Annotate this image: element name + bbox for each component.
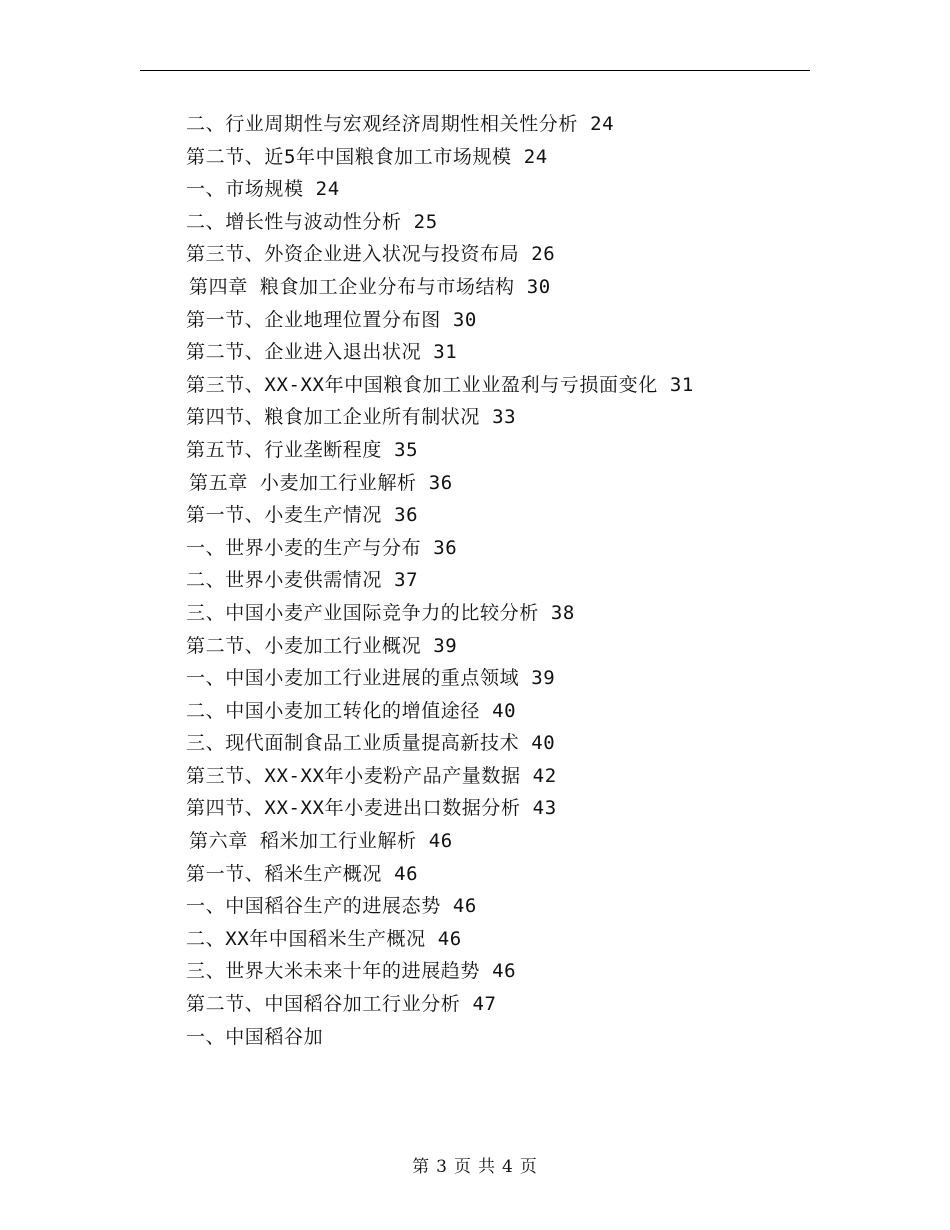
toc-entry-page: 40 [492, 699, 517, 722]
toc-entry [186, 271, 826, 304]
toc-entry-title: 二、世界小麦供需情况 [186, 569, 383, 592]
toc-entry-title: 三、现代面制食品工业质量提高新技术 [186, 732, 520, 755]
toc-entry-page: 40 [531, 732, 556, 755]
toc-entry-page: 24 [523, 145, 548, 168]
toc-entry [186, 238, 826, 271]
toc-entry-page: 24 [315, 178, 340, 201]
toc-entry-page: 31 [669, 373, 694, 396]
header-rule [140, 70, 810, 71]
toc-entry-title: 二、行业周期性与宏观经济周期性相关性分析 [186, 113, 579, 135]
toc-entry-page: 24 [590, 113, 615, 135]
toc-entry [186, 336, 826, 369]
toc-entry-title: 第一节、小麦生产情况 [186, 504, 383, 527]
toc-entry-page: 33 [492, 406, 517, 429]
table-of-contents [186, 108, 826, 1053]
toc-entry-page: 47 [472, 993, 497, 1016]
toc-entry-title: 一、市场规模 [186, 178, 304, 201]
footer-suffix: 页 [519, 1157, 538, 1177]
toc-entry-title: 第一节、企业地理位置分布图 [186, 308, 441, 331]
page-footer [0, 1152, 950, 1177]
toc-entry [186, 630, 826, 663]
footer-prefix: 第 [412, 1157, 431, 1177]
toc-entry-title: 第二节、中国稻谷加工行业分析 [186, 993, 461, 1016]
toc-entry-title: 第六章 稻米加工行业解析 [189, 830, 417, 853]
toc-entry-page: 26 [531, 243, 556, 266]
toc-entry-title: 二、XX年中国稻米生产概况 [186, 927, 426, 950]
toc-entry-title: 第四节、粮食加工企业所有制状况 [186, 406, 481, 429]
toc-entry-page: 25 [413, 210, 438, 233]
toc-entry-page: 36 [394, 504, 419, 527]
toc-entry [186, 564, 826, 597]
toc-entry [186, 532, 826, 565]
toc-entry-page: 42 [532, 764, 557, 787]
toc-entry-title: 一、世界小麦的生产与分布 [186, 536, 422, 559]
toc-entry [186, 662, 826, 695]
toc-entry-page: 38 [550, 601, 575, 624]
toc-entry-page: 30 [526, 275, 551, 298]
toc-entry-page: 37 [394, 569, 419, 592]
toc-entry-page: 46 [492, 960, 517, 983]
toc-entry-title: 第三节、XX-XX年中国粮食加工业业盈利与亏损面变化 [186, 373, 658, 396]
toc-entry-title: 二、增长性与波动性分析 [186, 210, 402, 233]
toc-entry-page: 30 [452, 308, 477, 331]
toc-entry [186, 597, 826, 630]
toc-entry-page: 46 [452, 895, 477, 918]
toc-entry-title: 第五节、行业垄断程度 [186, 438, 383, 461]
toc-entry-title: 第二节、企业进入退出状况 [186, 341, 422, 364]
toc-entry-title: 一、中国小麦加工行业进展的重点领域 [186, 667, 520, 690]
toc-entry-title: 第三节、外资企业进入状况与投资布局 [186, 243, 520, 266]
toc-entry [186, 108, 826, 141]
toc-entry [186, 727, 826, 760]
toc-entry [186, 206, 826, 239]
toc-entry [186, 434, 826, 467]
footer-page-word: 页 [454, 1157, 472, 1177]
toc-entry [186, 1021, 826, 1054]
toc-entry [186, 760, 826, 793]
toc-entry-title: 第五章 小麦加工行业解析 [189, 471, 417, 494]
toc-entry-title: 一、中国稻谷生产的进展态势 [186, 895, 441, 918]
toc-entry [186, 955, 826, 988]
toc-entry [186, 890, 826, 923]
toc-entry [186, 304, 826, 337]
toc-entry-page: 35 [394, 438, 419, 461]
toc-entry-page: 39 [531, 667, 556, 690]
toc-entry [186, 173, 826, 206]
toc-entry [186, 858, 826, 891]
toc-entry-page: 39 [433, 634, 458, 657]
toc-entry-page: 46 [437, 927, 462, 950]
toc-entry [186, 141, 826, 174]
toc-entry [186, 792, 826, 825]
toc-entry-page: 36 [433, 536, 458, 559]
toc-entry-title: 第一节、稻米生产概况 [186, 862, 383, 885]
toc-entry-title: 第三节、XX-XX年小麦粉产品产量数据 [186, 764, 521, 787]
toc-entry-title: 第四章 粮食加工企业分布与市场结构 [189, 275, 515, 298]
toc-entry [186, 369, 826, 402]
footer-total-pages: 4 [502, 1157, 514, 1177]
toc-entry-title: 二、中国小麦加工转化的增值途径 [186, 699, 481, 722]
toc-entry-title: 第二节、小麦加工行业概况 [186, 634, 422, 657]
toc-entry [186, 401, 826, 434]
toc-entry [186, 988, 826, 1021]
toc-entry-page: 31 [433, 341, 458, 364]
toc-entry-title: 第四节、XX-XX年小麦进出口数据分析 [186, 797, 521, 820]
toc-entry-page: 36 [428, 471, 453, 494]
toc-entry-title: 三、世界大米未来十年的进展趋势 [186, 960, 481, 983]
toc-entry-page: 46 [428, 830, 453, 853]
toc-entry [186, 695, 826, 728]
toc-entry [186, 467, 826, 500]
toc-entry-title: 一、中国稻谷加 [186, 1025, 324, 1048]
toc-entry-title: 第二节、近5年中国粮食加工市场规模 [186, 145, 512, 168]
toc-entry-page: 43 [532, 797, 557, 820]
toc-entry-page: 46 [394, 862, 419, 885]
toc-entry [186, 825, 826, 858]
toc-entry [186, 923, 826, 956]
footer-total-word: 共 [478, 1157, 496, 1177]
toc-entry-title: 三、中国小麦产业国际竞争力的比较分析 [186, 601, 539, 624]
footer-current-page: 3 [436, 1157, 448, 1177]
toc-entry [186, 499, 826, 532]
